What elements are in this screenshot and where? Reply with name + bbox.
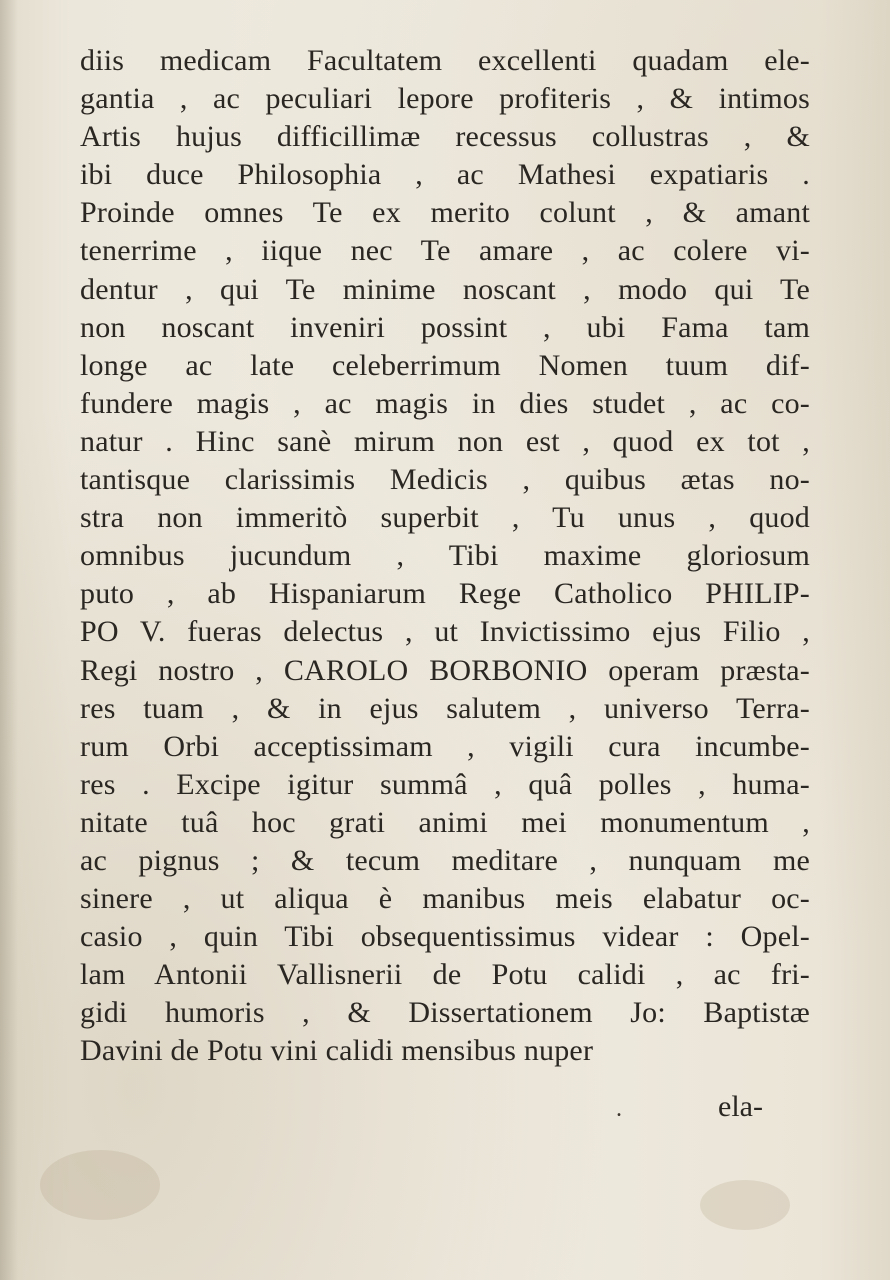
- text-line: res . Excipe igitur summâ , quâ polles , huma-: [80, 767, 810, 801]
- text-line: gantia , ac peculiari lepore profiteris , & intimos: [80, 82, 810, 116]
- text-line: puto , ab Hispaniarum Rege Catholico PHILIP-: [80, 577, 810, 611]
- text-line: nitate tuâ hoc grati animi mei monumentum ,: [80, 805, 810, 839]
- text-line: rum Orbi acceptissimam , vigili cura incumbe-: [80, 729, 810, 763]
- text-line: longe ac late celeberrimum Nomen tuum dif-: [80, 348, 810, 382]
- text-line: natur . Hinc sanè mirum non est , quod ex tot ,: [80, 424, 810, 458]
- text-line: tantisque clarissimis Medicis , quibus ætas no-: [80, 463, 810, 497]
- ink-dot: .: [616, 1096, 622, 1122]
- paper-stain: [40, 1150, 160, 1220]
- text-line: Artis hujus difficillimæ recessus collustras , &: [80, 120, 810, 154]
- text-line: res tuam , & in ejus salutem , universo Terra-: [80, 691, 810, 725]
- body-text: [80, 42, 810, 1071]
- text-line: gidi humoris , & Dissertationem Jo: Baptistæ: [80, 996, 810, 1030]
- text-line: Regi nostro , CAROLO BORBONIO operam præsta-: [80, 653, 810, 687]
- text-line: PO V. fueras delectus , ut Invictissimo ejus Filio ,: [80, 615, 810, 649]
- text-line: sinere , ut aliqua è manibus meis elabatur oc-: [80, 882, 810, 916]
- paper-stain: [700, 1180, 790, 1230]
- text-line: ac pignus ; & tecum meditare , nunquam me: [80, 843, 810, 877]
- catchword: ela-: [718, 1090, 763, 1123]
- text-line: Proinde omnes Te ex merito colunt , & amant: [80, 196, 810, 230]
- text-line: dentur , qui Te minime noscant , modo qui Te: [80, 272, 810, 306]
- text-line: non noscant inveniri possint , ubi Fama tam: [80, 310, 810, 344]
- text-line: fundere magis , ac magis in dies studet , ac co-: [80, 386, 810, 420]
- text-line: casio , quin Tibi obsequentissimus videar : Opel-: [80, 920, 810, 954]
- text-line: tenerrime , iique nec Te amare , ac colere vi-: [80, 234, 810, 268]
- text-line: omnibus jucundum , Tibi maxime gloriosum: [80, 539, 810, 573]
- text-line: diis medicam Facultatem excellenti quadam ele-: [80, 44, 810, 77]
- gutter-shadow: [0, 0, 18, 1280]
- text-line: lam Antonii Vallisnerii de Potu calidi , ac fri-: [80, 958, 810, 992]
- text-line: stra non immeritò superbit , Tu unus , quod: [80, 501, 810, 535]
- text-line: Davini de Potu vini calidi mensibus nuper: [80, 1034, 594, 1068]
- text-line: ibi duce Philosophia , ac Mathesi expatiaris .: [80, 158, 810, 192]
